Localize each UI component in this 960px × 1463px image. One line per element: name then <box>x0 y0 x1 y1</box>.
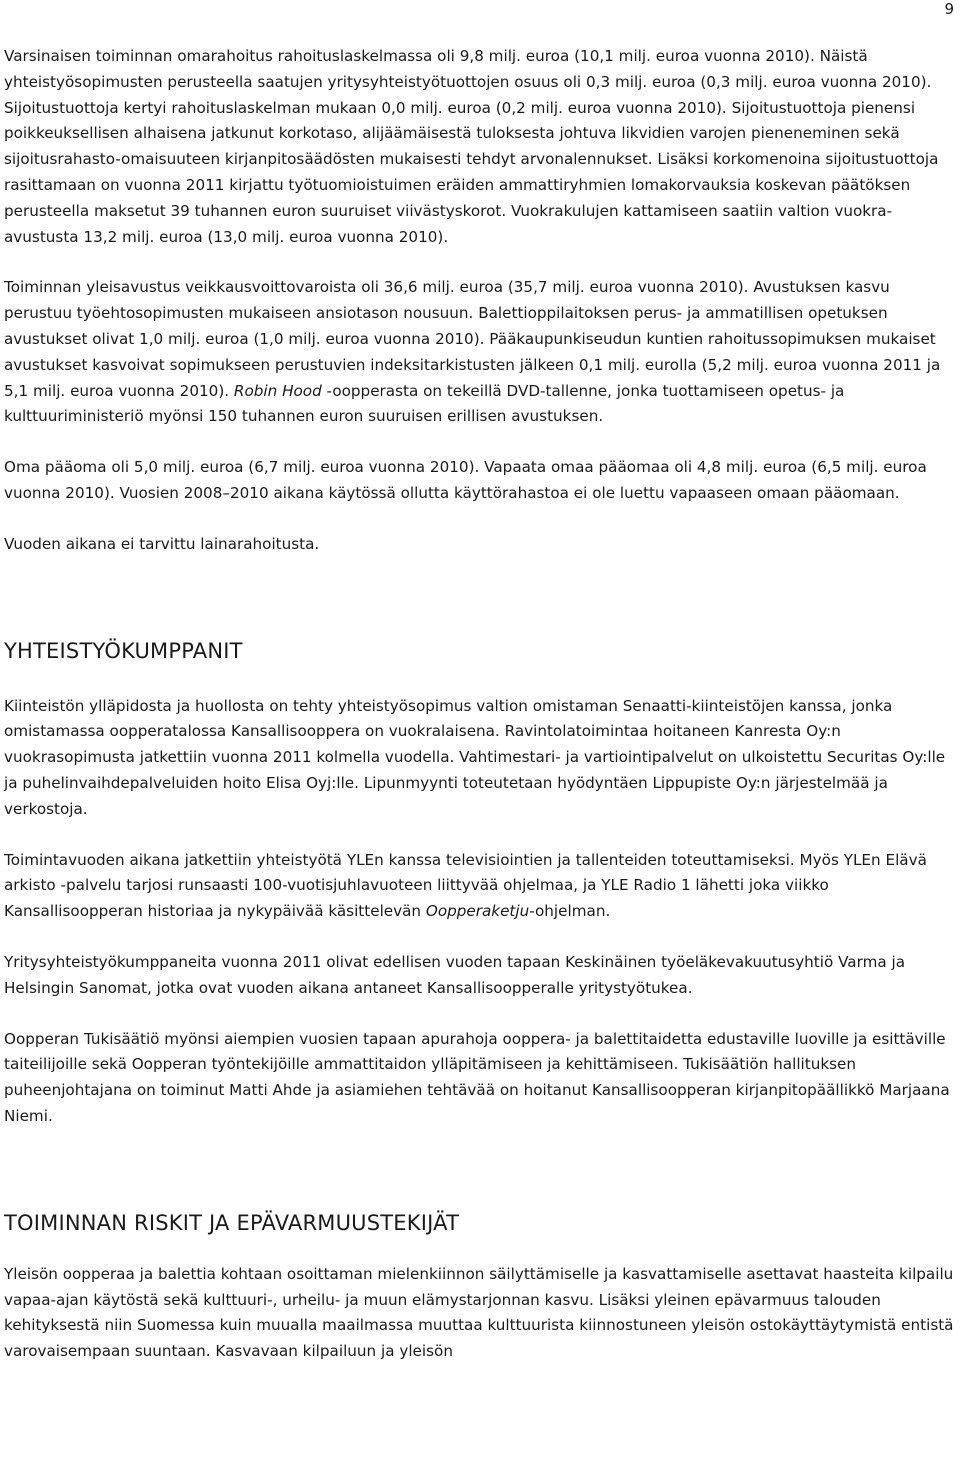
paragraph-foundation: Oopperan Tukisäätiö myönsi aiempien vuosien tapaan apurahoja ooppera- ja balettitaidetta edustaville luoville ja esittäville taiteilijoille sekä Oopperan työntekijöille ammattitaidon ylläpitämiseen ja kehittämiseen. Tukisäätiön hallituksen puheenjohtajana on toiminut Matti Ahde ja asiamiehen tehtävää on hoitanut Kansallisoopperan kirjanpitopäällikkö Marjaana Niemi. <box>4 1029 950 1125</box>
paragraph-general-grant <box>4 275 956 430</box>
emphasized-title: Oopperaketju <box>425 902 530 921</box>
paragraph-risks: Yleisön oopperaa ja balettia kohtaan osoittaman mielenkiinnon säilyttämiselle ja kasvattamiselle asettavat haasteita kilpailu vapaa-ajan käytöstä sekä kulttuuri-, urheilu- ja muun elämystarjonnan kasvu. Lisäksi yleinen epävarmuus talouden kehityksestä niin Suomessa kuin muualla maailmassa muuttaa kulttuurista kiinnostuneen yleisön ostokäyttäytymistä entistä varovaisempaan suuntaan. Kasvavaan kilpailuun ja yleisön <box>4 1264 954 1361</box>
paragraph-loans: Vuoden aikana ei tarvittu lainarahoitusta. <box>4 534 320 553</box>
paragraph-funding: Varsinaisen toiminnan omarahoitus rahoituslaskelmassa oli 9,8 milj. euroa (10,1 milj. euroa vuonna 2010). Näistä yhteistyösopimusten perusteella saatujen yritysyhteistyötuottojen osuus oli 0,3 milj. euroa (0,3 milj. euroa vuonna 2010). Sijoitustuottoja kertyi rahoituslaskelman mukaan 0,0 milj. euroa (0,2 milj. euroa vuonna 2010). Sijoitustuottoja pienensi poikkeuksellisen alhaisena jatkunut korkotaso, alijäämäisestä tuloksesta johtuva likvidien varojen pieneneminen sekä sijoitusrahasto-omaisuuteen kirjanpitosäädösten mukaisesti tehdyt arvonalennukset. Lisäksi korkomenoina sijoitustuottoja rasittamaan on vuonna 2011 kirjattu työtuomioistuimen eräiden ammattiryhmien lomakorvauksia koskevan päätöksen perusteella maksetut 39 tuhannen euron suuruiset viivästyskorot. Vuokrakulujen kattamiseen saatiin valtion vuokra-avustusta 13,2 milj. euroa (13,0 milj. euroa vuonna 2010). <box>4 47 939 246</box>
paragraph-text: -ohjelman. <box>529 902 611 921</box>
section-heading-risks: TOIMINNAN RISKIT JA EPÄVARMUUSTEKIJÄT <box>4 1210 460 1235</box>
emphasized-title: Robin Hood <box>233 381 322 400</box>
section-heading-partners: YHTEISTYÖKUMPPANIT <box>4 638 243 663</box>
paragraph-property: Kiinteistön ylläpidosta ja huollosta on tehty yhteistyösopimus valtion omistaman Senaatti-kiinteistöjen kanssa, jonka omistamassa oopperatalossa Kansallisooppera on vuokralaisena. Ravintolatoimintaa hoitaneen Kanresta Oy:n vuokrasopimusta jatkettiin vuonna 2011 kolmella vuodella. Vahtimestari- ja vartiointipalvelut on ulkoistettu Securitas Oy:lle ja puhelinvaihdepalveluiden hoito Elisa Oyj:lle. Lipunmyynti toteutetaan hyödyntäen Lippupiste Oy:n järjestelmää ja verkostoja. <box>4 696 946 818</box>
paragraph-text: Toiminnan yleisavustus veikkausvoittovaroista oli 36,6 milj. euroa (35,7 milj. euroa vuonna 2010). Avustuksen kasvu perustuu työehtosopimusten mukaiseen ansiotason nousuun. Balettioppilaitoksen perus- ja ammatillisen opetuksen avustukset olivat 1,0 milj. euroa (1,0 milj. euroa vuonna 2010). Pääkaupunkiseudun kuntien rahoitussopimuksen mukaiset avustukset kasvoivat sopimukseen perustuvien indeksitarkistusten jälkeen 0,1 milj. eurolla (5,2 milj. euroa vuonna 2011 ja 5,1 milj. euroa vuonna 2010). <box>4 278 941 400</box>
paragraph-yle <box>4 848 956 925</box>
paragraph-text: Toimintavuoden aikana jatkettiin yhteistyötä YLEn kanssa televisiointien ja tallenteiden toteuttamiseksi. Myös YLEn Elävä arkisto -palvelu tarjosi runsaasti 100-vuotisjuhlavuoteen liittyvää ohjelmaa, ja YLE Radio 1 lähetti joka viikko Kansallisoopperan historiaa ja nykypäivää käsittelevän <box>4 850 927 921</box>
document-body <box>4 44 956 1365</box>
paragraph-corporate-partners: Yritysyhteistyökumppaneita vuonna 2011 olivat edellisen vuoden tapaan Keskinäinen työeläkevakuutusyhtiö Varma ja Helsingin Sanomat, jotka ovat vuoden aikana antaneet Kansallisoopperalle yritystyötukea. <box>4 952 906 997</box>
page-number: 9 <box>944 0 954 18</box>
paragraph-text: -oopperasta on tekeillä DVD-tallenne, jonka tuottamiseen opetus- ja kulttuuriministeriö myönsi 150 tuhannen euron suuruisen erillisen avustuksen. <box>4 381 845 426</box>
paragraph-equity: Oma pääoma oli 5,0 milj. euroa (6,7 milj. euroa vuonna 2010). Vapaata omaa pääomaa oli 4,8 milj. euroa (6,5 milj. euroa vuonna 2010). Vuosien 2008–2010 aikana käytössä ollutta käyttörahastoa ei ole luettu vapaaseen omaan pääomaan. <box>4 458 927 502</box>
